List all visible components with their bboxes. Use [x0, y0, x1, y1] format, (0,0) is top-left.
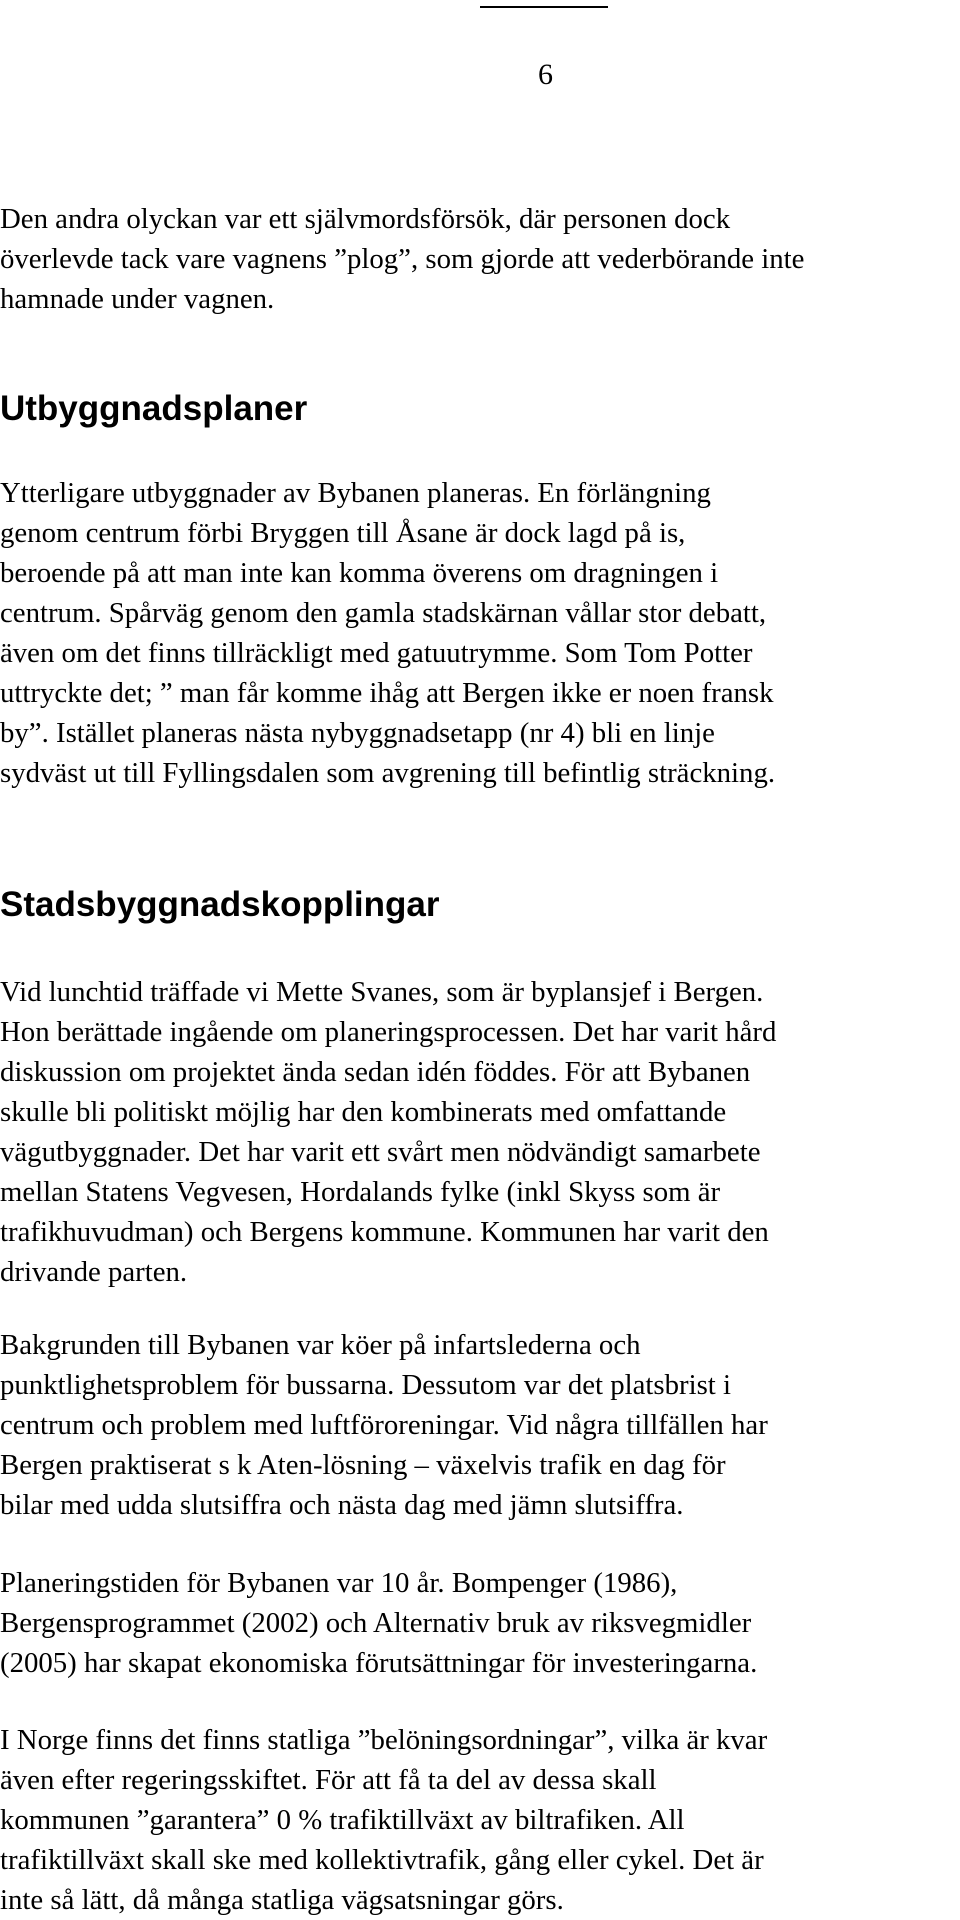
utbyggnadsplaner-line-7: by”. Istället planeras nästa nybyggnadsetapp (nr 4) bli en linje — [0, 717, 715, 749]
utbyggnadsplaner-line-8: sydväst ut till Fyllingsdalen som avgrening till befintlig sträckning. — [0, 757, 776, 789]
section-heading-utbyggnadsplaner: Utbyggnadsplaner — [0, 389, 308, 428]
stadsbyggnad-p2-line-2: punktlighetsproblem för bussarna. Dessutom var det platsbrist i — [0, 1369, 732, 1401]
stadsbyggnad-p1-line-4: skulle bli politiskt möjlig har den kombinerats med omfattande — [0, 1096, 727, 1128]
stadsbyggnad-p4-line-3: kommunen ”garantera” 0 % trafiktillväxt av biltrafiken. All — [0, 1804, 685, 1836]
stadsbyggnad-p4-line-1: I Norge finns det finns statliga ”belöningsordningar”, vilka är kvar — [0, 1724, 768, 1756]
stadsbyggnad-p2-line-3: centrum och problem med luftföroreningar. Vid några tillfällen har — [0, 1409, 768, 1441]
intro-paragraph — [0, 199, 950, 319]
stadsbyggnad-p1-line-8: drivande parten. — [0, 1256, 188, 1288]
stadsbyggnad-paragraph-3 — [0, 1563, 950, 1683]
utbyggnadsplaner-line-6: uttryckte det; ” man får komme ihåg att Bergen ikke er noen fransk — [0, 677, 774, 709]
utbyggnadsplaner-line-5: även om det finns tillräckligt med gatuutrymme. Som Tom Potter — [0, 637, 753, 669]
stadsbyggnad-p2-line-4: Bergen praktiserat s k Aten-lösning – växelvis trafik en dag för — [0, 1449, 726, 1481]
stadsbyggnad-p4-line-4: trafiktillväxt skall ske med kollektivtrafik, gång eller cykel. Det är — [0, 1844, 764, 1876]
utbyggnadsplaner-line-2: genom centrum förbi Bryggen till Åsane är dock lagd på is, — [0, 517, 686, 549]
stadsbyggnad-p1-line-7: trafikhuvudman) och Bergens kommune. Kommunen har varit den — [0, 1216, 769, 1248]
utbyggnadsplaner-line-1: Ytterligare utbyggnader av Bybanen planeras. En förlängning — [0, 477, 711, 509]
stadsbyggnad-p3-line-3: (2005) har skapat ekonomiska förutsättningar för investeringarna. — [0, 1647, 758, 1679]
utbyggnadsplaner-line-3: beroende på att man inte kan komma överens om dragningen i — [0, 557, 719, 589]
intro-line-2: överlevde tack vare vagnens ”plog”, som gjorde att vederbörande inte — [0, 243, 805, 275]
stadsbyggnad-paragraph-4 — [0, 1720, 950, 1920]
stadsbyggnad-p1-line-3: diskussion om projektet ända sedan idén föddes. För att Bybanen — [0, 1056, 751, 1088]
utbyggnadsplaner-line-4: centrum. Spårväg genom den gamla stadskärnan vållar stor debatt, — [0, 597, 767, 629]
stadsbyggnad-p1-line-2: Hon berättade ingående om planeringsprocessen. Det har varit hård — [0, 1016, 777, 1048]
stadsbyggnad-p4-line-2: även efter regeringsskiftet. För att få ta del av dessa skall — [0, 1764, 657, 1796]
stadsbyggnad-p2-line-5: bilar med udda slutsiffra och nästa dag med jämn slutsiffra. — [0, 1489, 684, 1521]
stadsbyggnad-p1-line-1: Vid lunchtid träffade vi Mette Svanes, som är byplansjef i Bergen. — [0, 976, 764, 1008]
stadsbyggnad-p3-line-1: Planeringstiden för Bybanen var 10 år. Bompenger (1986), — [0, 1567, 678, 1599]
utbyggnadsplaner-paragraph — [0, 473, 950, 793]
header-rule — [480, 6, 608, 8]
stadsbyggnad-paragraph-1 — [0, 972, 950, 1292]
stadsbyggnad-p4-line-5: inte så lätt, då många statliga vägsatsningar görs. — [0, 1884, 564, 1916]
section-heading-stadsbyggnadskopplingar: Stadsbyggnadskopplingar — [0, 885, 440, 924]
stadsbyggnad-p2-line-1: Bakgrunden till Bybanen var köer på infartslederna och — [0, 1329, 641, 1361]
page-number: 6 — [538, 58, 553, 91]
stadsbyggnad-p3-line-2: Bergensprogrammet (2002) och Alternativ bruk av riksvegmidler — [0, 1607, 752, 1639]
stadsbyggnad-p1-line-5: vägutbyggnader. Det har varit ett svårt men nödvändigt samarbete — [0, 1136, 761, 1168]
intro-line-1: Den andra olyckan var ett självmordsförsök, där personen dock — [0, 203, 731, 235]
stadsbyggnad-paragraph-2 — [0, 1325, 950, 1525]
stadsbyggnad-p1-line-6: mellan Statens Vegvesen, Hordalands fylke (inkl Skyss som är — [0, 1176, 721, 1208]
intro-line-3: hamnade under vagnen. — [0, 283, 275, 315]
